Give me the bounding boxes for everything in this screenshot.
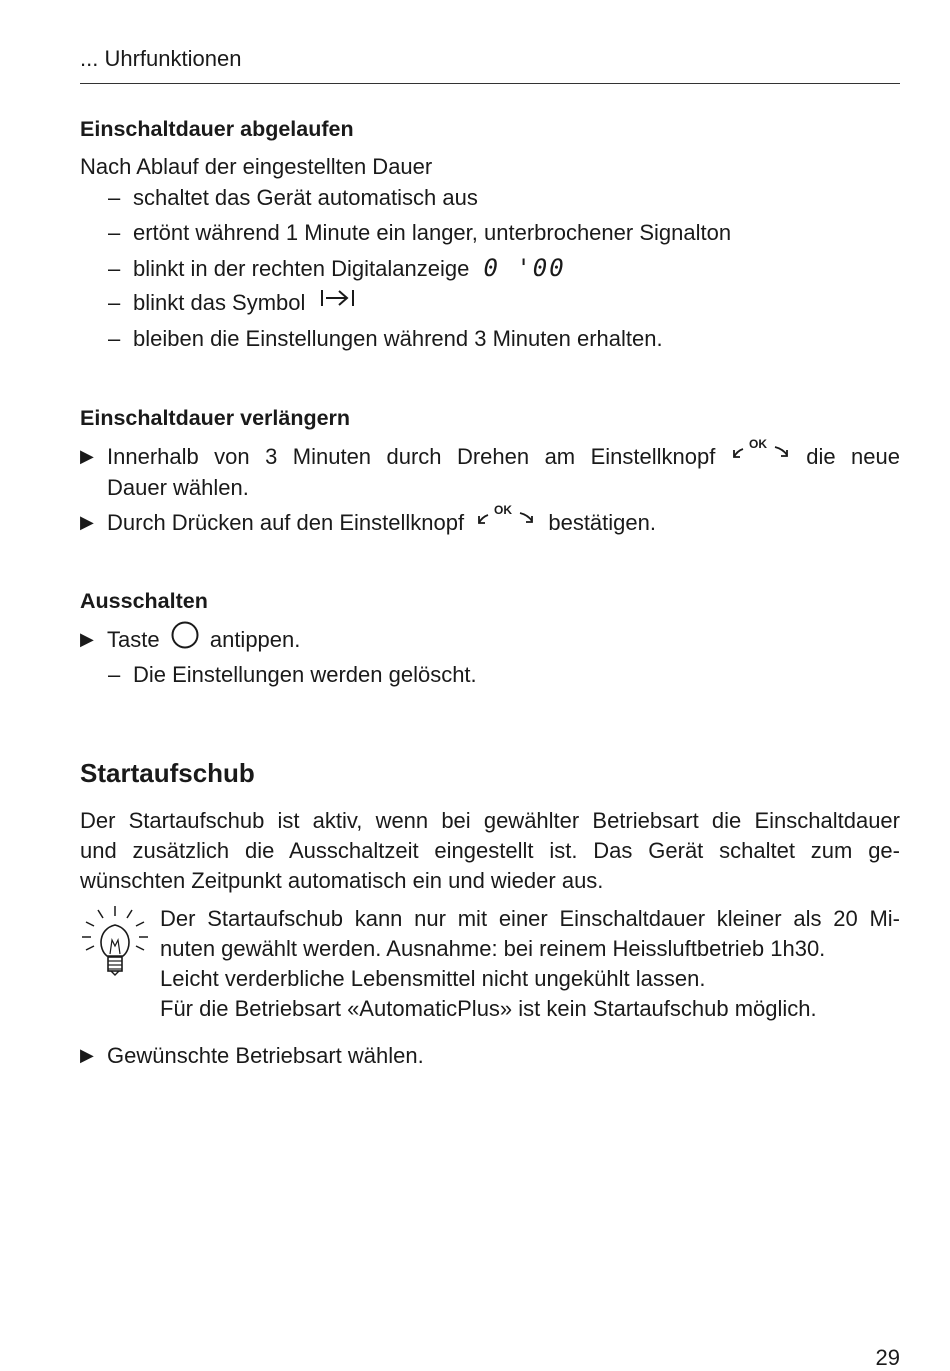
startaufschub-paragraph xyxy=(80,806,900,896)
heading-einschaltdauer-verlaengern: Einschaltdauer verlängern xyxy=(80,406,351,430)
instruction-step xyxy=(80,437,900,503)
step-text: Taste xyxy=(107,627,160,652)
lightbulb-tip-icon xyxy=(80,904,150,985)
step-line-1 xyxy=(80,437,900,472)
triangle-right-icon: ▶ xyxy=(80,629,94,649)
svg-text:OK: OK xyxy=(494,503,513,518)
heading-ausschalten: Ausschalten xyxy=(80,589,208,613)
instruction-step xyxy=(80,1040,900,1071)
list-item xyxy=(108,183,478,213)
step-text: antippen. xyxy=(209,627,301,652)
list-item-text: schaltet das Gerät automatisch aus xyxy=(133,185,478,210)
list-item xyxy=(108,253,566,284)
note-line: Der Startaufschub kann nur mit einer Einschaltdauer kleiner als 20 Mi- xyxy=(160,906,900,931)
end-time-icon xyxy=(320,286,356,318)
step-text: bestätigen. xyxy=(548,510,656,535)
list-item xyxy=(108,660,477,690)
triangle-right-icon: ▶ xyxy=(80,512,94,532)
instruction-step xyxy=(80,624,900,658)
paragraph-line: wünschten Zeitpunkt automatisch ein und wieder aus. xyxy=(80,868,604,893)
step-text: die neue xyxy=(806,444,900,469)
list-item xyxy=(108,218,731,248)
dash-mark: – xyxy=(108,256,121,281)
dash-mark: – xyxy=(108,290,121,315)
instruction-step xyxy=(80,503,900,538)
step-text: Innerhalb von 3 Minuten durch Drehen am Einstellknopf xyxy=(107,444,716,469)
step-line xyxy=(80,503,900,538)
note-line: Leicht verderbliche Lebensmittel nicht ungekühlt lassen. xyxy=(160,966,706,991)
dash-mark: – xyxy=(108,662,121,687)
list-item-text: Die Einstellungen werden gelöscht. xyxy=(133,662,477,687)
dash-mark: – xyxy=(108,185,121,210)
list-item xyxy=(108,288,356,318)
dash-mark: – xyxy=(108,326,121,351)
running-header: ... Uhrfunktionen xyxy=(80,46,242,71)
note-line: Für die Betriebsart «AutomaticPlus» ist kein Startaufschub möglich. xyxy=(160,996,817,1021)
header-rule xyxy=(80,83,900,84)
list-item-text: blinkt in der rechten Digitalanzeige xyxy=(133,256,470,281)
heading-startaufschub: Startaufschub xyxy=(80,758,255,788)
note-line: nuten gewählt werden. Ausnahme: bei reinem Heissluftbetrieb 1h30. xyxy=(160,936,826,961)
step-line: Gewünschte Betriebsart wählen. xyxy=(107,1043,424,1068)
tip-note xyxy=(160,904,900,1024)
step-line-2: Dauer wählen. xyxy=(107,475,249,500)
circle-button-icon xyxy=(170,620,200,658)
digital-display-value: 0 '00 xyxy=(483,254,566,282)
paragraph-line: und zusätzlich die Ausschaltzeit eingestellt ist. Das Gerät schaltet zum ge- xyxy=(80,838,900,863)
list-item-text: bleiben die Einstellungen während 3 Minuten erhalten. xyxy=(133,326,663,351)
knob-ok-icon xyxy=(731,435,791,471)
triangle-right-icon: ▶ xyxy=(80,1045,94,1065)
section1-intro: Nach Ablauf der eingestellten Dauer xyxy=(80,154,433,179)
step-text: Durch Drücken auf den Einstellknopf xyxy=(107,510,465,535)
knob-ok-icon xyxy=(476,501,536,537)
page-number: 29 xyxy=(875,1345,900,1370)
list-item-text: blinkt das Symbol xyxy=(133,290,306,315)
heading-einschaltdauer-abgelaufen: Einschaltdauer abgelaufen xyxy=(80,117,354,141)
list-item-text: ertönt während 1 Minute ein langer, unterbrochener Signalton xyxy=(133,220,732,245)
step-line xyxy=(80,624,900,658)
triangle-right-icon: ▶ xyxy=(80,446,94,466)
paragraph-line: Der Startaufschub ist aktiv, wenn bei gewählter Betriebsart die Einschaltdauer xyxy=(80,808,900,833)
dash-mark: – xyxy=(108,220,121,245)
svg-text:OK: OK xyxy=(748,437,767,452)
list-item xyxy=(108,324,663,354)
